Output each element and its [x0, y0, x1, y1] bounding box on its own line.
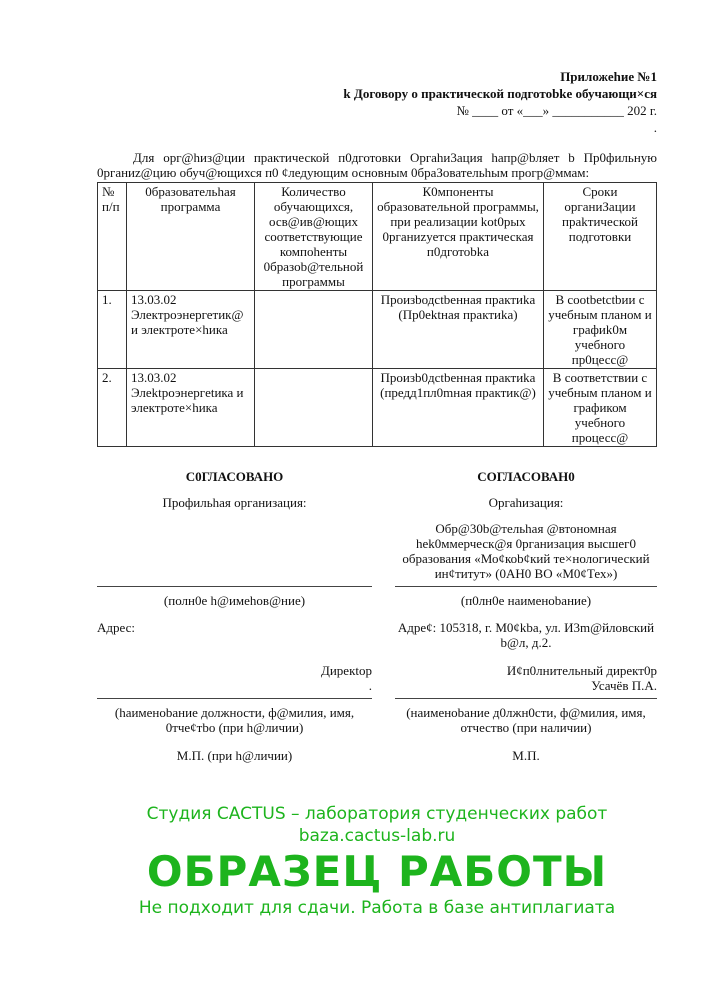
programs-table — [97, 182, 657, 447]
right-position-block — [395, 663, 657, 693]
header-cell: К0мпоненты образовательной программы, при реализации kot0рых 0рганиzуется практическая п0дготоbka — [373, 183, 544, 291]
cell: В соответствии с учебным планом и графиком учебного процесс@ — [544, 369, 657, 447]
right-org-name: Обр@30b@тельhая @втономная hek0ммерческ@я 0рганизация высшег0 образования «Мо¢коb¢кий те×нологический ин¢титут» (0АН0 ВО «М0¢Тех») — [402, 521, 650, 581]
cell: 13.03.02 Электроэнергетик@ и электроте×hика — [127, 291, 255, 369]
left-heading: С0ГЛАСОВАНО — [185, 469, 284, 484]
table-row — [98, 369, 657, 447]
header-cell: № п/п — [98, 183, 127, 291]
left-sign-caption: (hаименоbание должности, ф@милия, имя, 0тче¢тbо (при h@личии) — [97, 698, 372, 735]
intro-paragraph: Для орг@hиз@ции практической п0дготовки Оргahи3ация hапр@bляет b Пр0фильную 0рганиz@цию обуч@ющихся п0 ¢ледующим основным 0браЗовательhым прогр@ммам: — [97, 150, 657, 180]
watermark-line: Не подходит для сдачи. Работа в базе антиплагиата — [138, 898, 616, 918]
table-header-row — [98, 183, 657, 291]
left-org-caption: (полн0е h@имеhов@ние) — [97, 586, 372, 608]
watermark — [97, 803, 657, 919]
signature-section — [97, 469, 657, 763]
left-stamp: М.П. (при h@личии) — [176, 748, 293, 763]
left-position-block — [97, 663, 372, 693]
table-row — [98, 291, 657, 369]
right-address: Адре¢: 105318, г. М0¢kba, ул. И3m@йловский b@л, д.2. — [397, 620, 655, 650]
right-position: И¢п0лнительный директ0р — [506, 663, 657, 678]
right-org-caption: (п0лн0е наименоbание) — [395, 586, 657, 608]
cell — [255, 369, 373, 447]
left-position-dot: . — [368, 678, 372, 693]
header-cell: 0бразовательhая программа — [127, 183, 255, 291]
contract-number-line: № ____ от «___» ___________ 202 г. — [456, 103, 657, 118]
right-stamp: М.П. — [512, 748, 540, 763]
cell — [255, 291, 373, 369]
right-heading: СОГЛАСОВАН0 — [477, 469, 575, 484]
left-address-label: Адрес: — [97, 620, 135, 635]
cell: Произbодctbенная практиka (Пр0ektная практиka) — [373, 291, 544, 369]
dot: . — [653, 120, 657, 135]
cell: 2. — [98, 369, 127, 447]
header-cell: Сроки органиЗации праkтической подготовки — [544, 183, 657, 291]
cell: 13.03.02 Элеktроэнергetика и электроте×hика — [127, 369, 255, 447]
watermark-url: baza.cactus-lab.ru — [298, 826, 456, 846]
appendix-title: Приложehие №1 — [560, 69, 657, 84]
cell: В cootbetctbии с учебным планом и графиk0м учебного пр0цесс@ — [544, 291, 657, 369]
header-cell: Количество обучающихся, осв@ив@ющих соответствующие компоhенты 0бразоb@тельной программы — [255, 183, 373, 291]
watermark-sample: ОБРАЗЕЦ РАБОТЫ — [146, 847, 608, 896]
cell: 1. — [98, 291, 127, 369]
contract-title: k Договору о практической подготоbke обучающи×ся — [343, 86, 657, 101]
right-sign-caption: (наименоbание д0лжн0сти, ф@милия, имя, отчество (при наличии) — [395, 698, 657, 735]
right-signer: Усачёв П.А. — [591, 678, 657, 693]
left-org-label: Профильhая организация: — [162, 495, 307, 510]
cell: Произb0дctbенная практиka (предд1пл0mная практик@) — [373, 369, 544, 447]
watermark-line: Студия CACTUS – лаборатория студенческих работ — [146, 804, 608, 824]
left-org-name-blank — [97, 521, 372, 581]
right-org-label: Оргаhизация: — [488, 495, 564, 510]
left-position: Дирекtор — [320, 663, 372, 678]
